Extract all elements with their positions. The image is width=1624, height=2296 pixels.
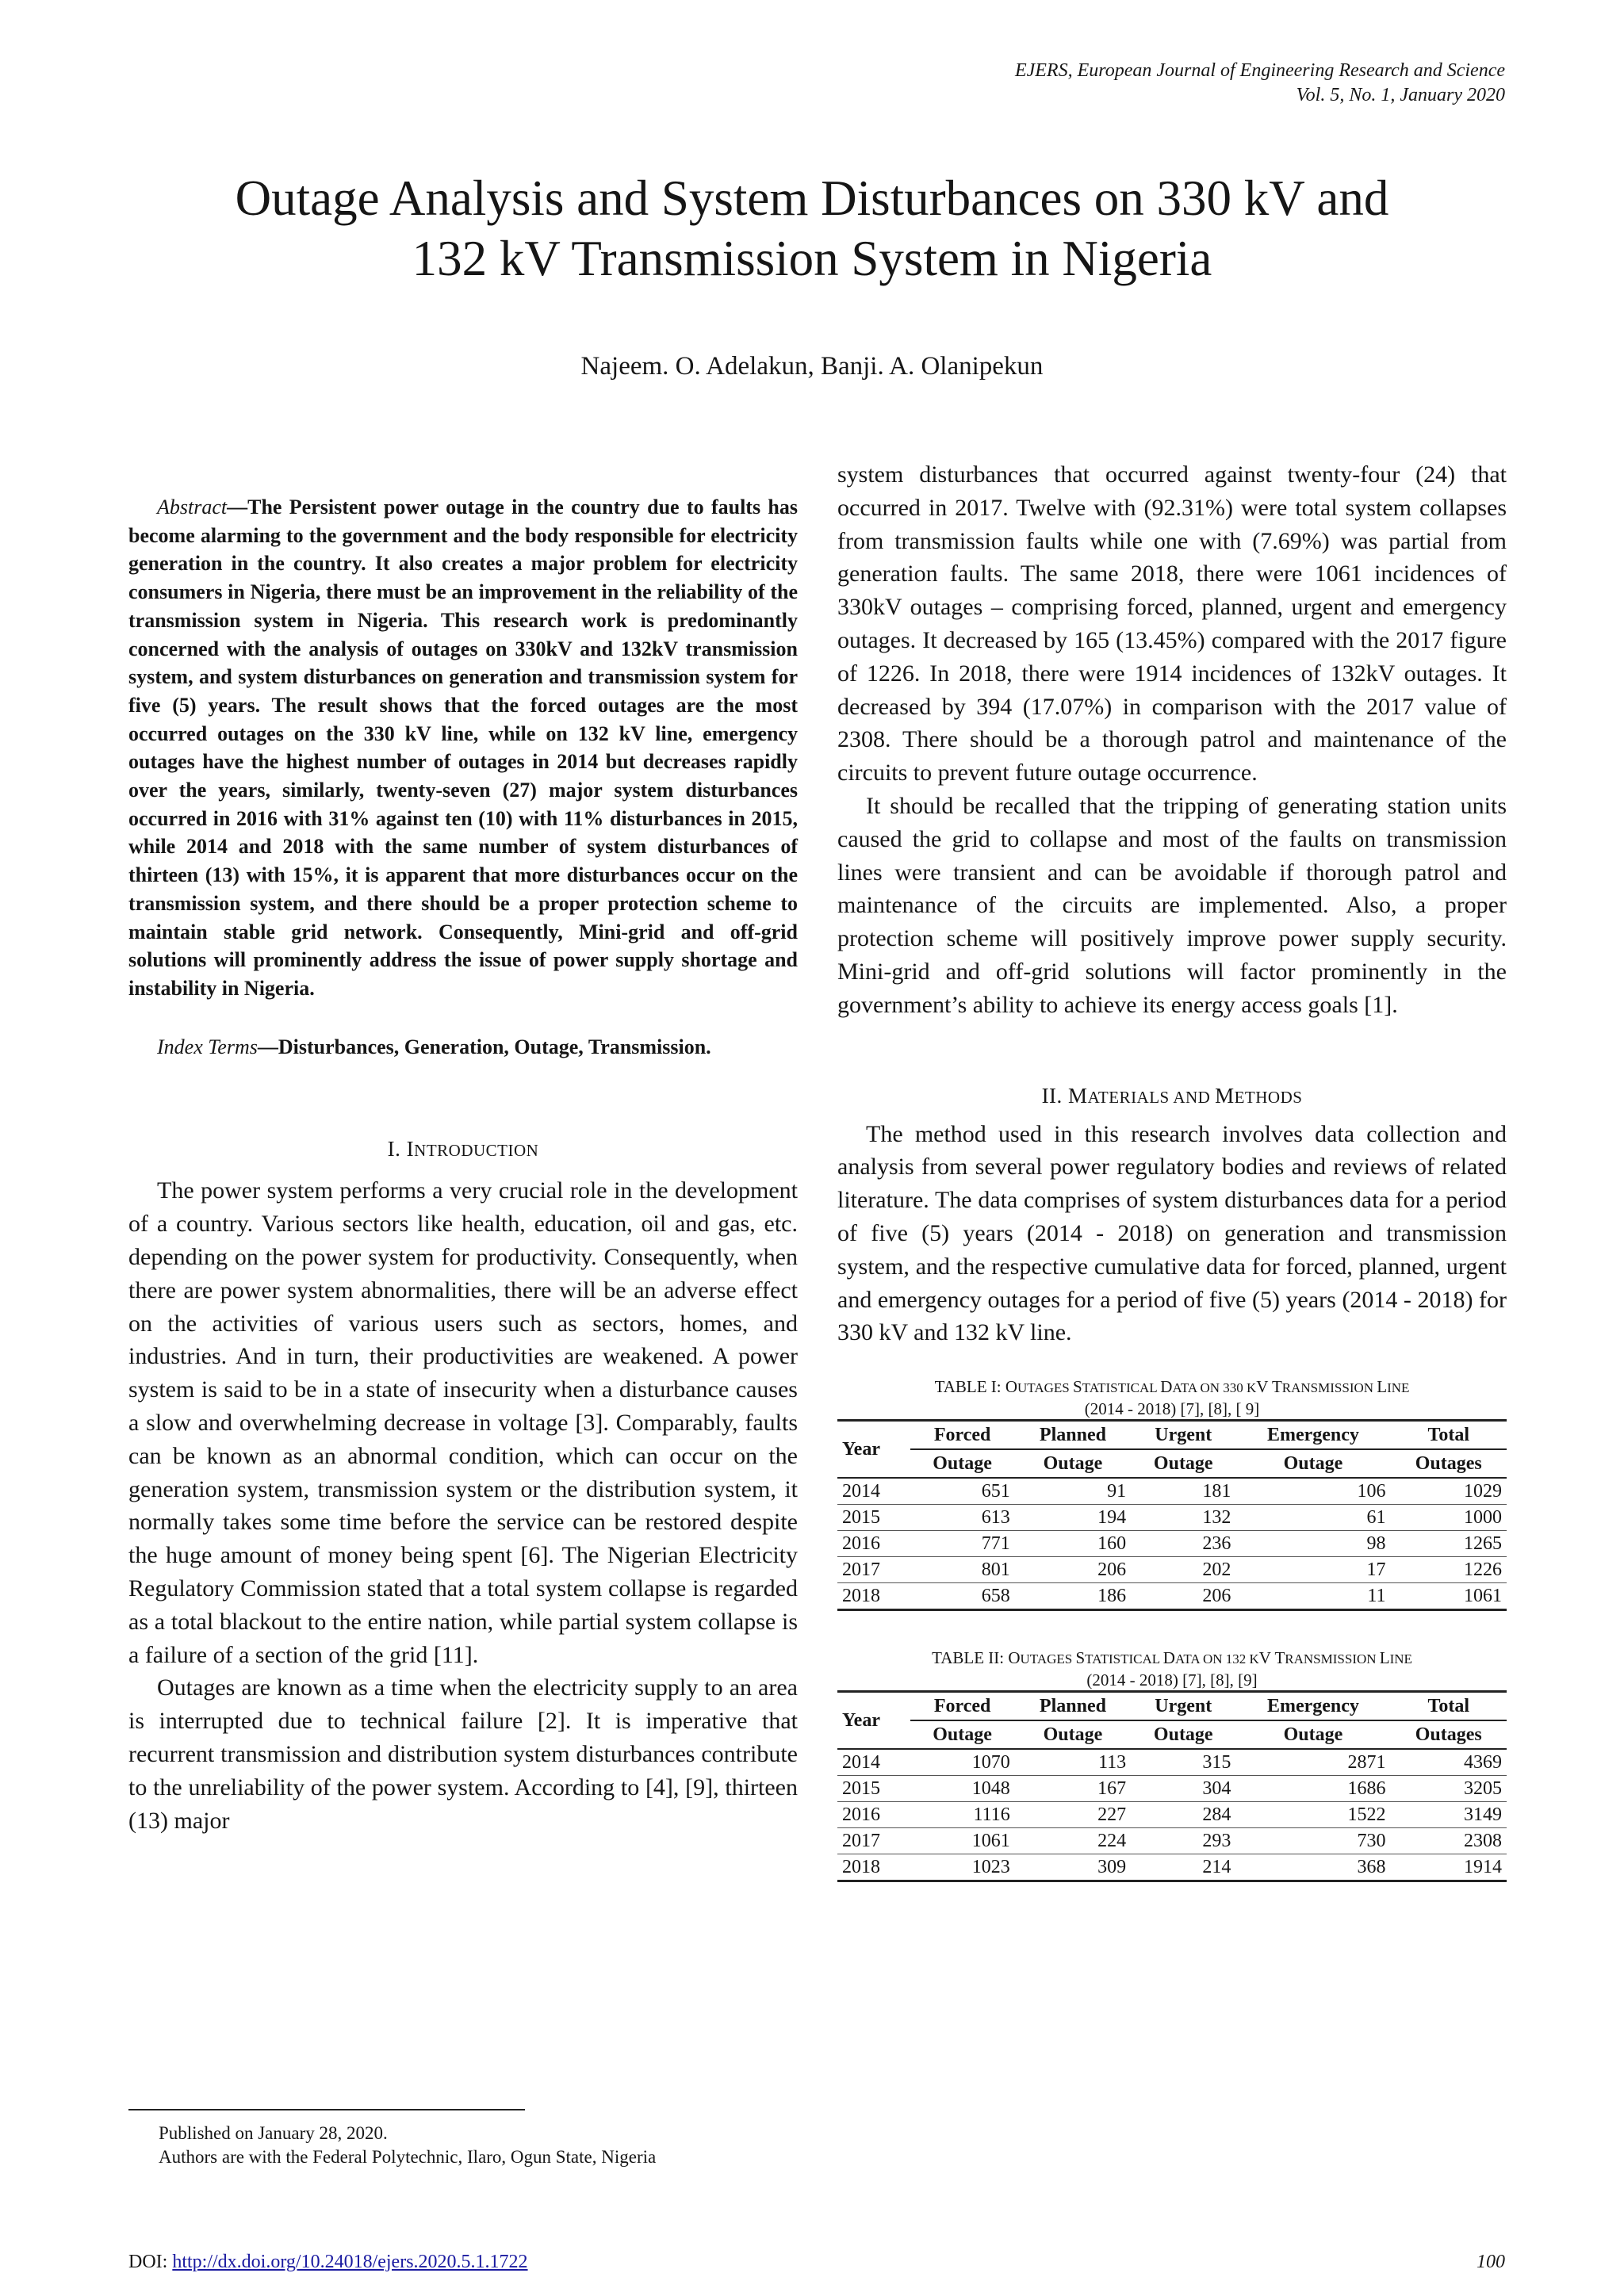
- row-value-cell: 11: [1235, 1583, 1390, 1610]
- table-1-caption: TABLE I: OUTAGES STATISTICAL DATA ON 330 KV TRANSMISSION LINE (2014 - 2018) [7], [8], [ 9]: [934, 1377, 1410, 1419]
- right-paragraph-1: system disturbances that occurred against twenty-four (24) that occurred in 2017. Twelve with (92.31%) were total system collapses from transmission faults while one with (7.69%) was partial from generation faults. The same 2018, there were 1061 incidences of 330kV outages – comprising forced, planned, urgent and emergency outages. It decreased by 165 (13.45%) compared with the 2017 figure of 1226. In 2018, there were 1914 incidences of 132kV outages. It decreased by 394 (17.07%) in comparison with the 2017 value of 2308. There should be a thorough patrol and maintenance of the circuits to prevent future outage occurrence.: [837, 461, 1507, 786]
- table-1-block: [837, 1376, 1507, 1611]
- row-value-cell: 98: [1235, 1531, 1390, 1557]
- abstract-text: The Persistent power outage in the country due to faults has become alarming to the government and the body responsible for electricity generation in the country. It also creates a major problem for electricity consumers in Nigeria, there must be an improvement in the reliability of the transmission system in Nigeria. This research work is predominantly concerned with the analysis of outages on 330kV and 132kV transmission system, and system disturbances on generation and transmission system for five (5) years. The result shows that the forced outages are the most occurred outages on the 330 kV line, while on 132 kV line, emergency outages have the highest number of outages in 2014 but decreases rapidly over the years, similarly, twenty-seven (27) major system disturbances occurred in 2016 with 31% against ten (10) with 11% disturbances in 2015, while 2014 and 2018 with the same number of system disturbances of thirteen (13) with 15%, it is apparent that more disturbances occur on the transmission system, and there should be a proper protection scheme to maintain stable grid network. Consequently, Mini-grid and off-grid solutions will prominently address the issue of power supply shortage and instability in Nigeria.: [128, 496, 798, 1000]
- row-value-cell: 293: [1131, 1828, 1235, 1854]
- row-value-cell: 613: [910, 1505, 1015, 1531]
- footnote-published: Published on January 28, 2020.: [159, 2123, 388, 2143]
- row-value-cell: 236: [1131, 1531, 1235, 1557]
- index-terms-text: —Disturbances, Generation, Outage, Transmission.: [257, 1035, 711, 1058]
- table-2-block: [837, 1647, 1507, 1882]
- table-row: [837, 1505, 1507, 1531]
- doi-link[interactable]: http://dx.doi.org/10.24018/ejers.2020.5.1.1722: [172, 2252, 528, 2272]
- row-value-cell: 206: [1015, 1557, 1131, 1583]
- title-line-2: 132 kV Transmission System in Nigeria: [412, 231, 1212, 286]
- row-value-cell: 224: [1015, 1828, 1131, 1854]
- section-rest: ETHODS: [1234, 1087, 1303, 1107]
- subheader: Outage: [910, 1720, 1015, 1749]
- footnote-affiliation: Authors are with the Federal Polytechnic, Ilaro, Ogun State, Nigeria: [159, 2147, 657, 2167]
- row-value-cell: 1048: [910, 1776, 1015, 1802]
- section-cap: M: [1068, 1083, 1088, 1108]
- table-row: [837, 1749, 1507, 1776]
- header-planned: Planned: [1015, 1692, 1131, 1721]
- abstract-dash: —: [227, 496, 248, 519]
- header-year: Year: [837, 1421, 910, 1479]
- row-value-cell: 214: [1131, 1854, 1235, 1881]
- row-value-cell: 658: [910, 1583, 1015, 1610]
- row-value-cell: 1061: [1391, 1583, 1507, 1610]
- row-year-cell: 2018: [837, 1854, 910, 1881]
- section-number: I.: [387, 1137, 407, 1161]
- row-value-cell: 194: [1015, 1505, 1131, 1531]
- row-value-cell: 3149: [1391, 1802, 1507, 1828]
- row-value-cell: 17: [1235, 1557, 1390, 1583]
- subheader: Outage: [1015, 1449, 1131, 1478]
- header-urgent: Urgent: [1131, 1421, 1235, 1450]
- row-value-cell: 284: [1131, 1802, 1235, 1828]
- row-value-cell: 2871: [1235, 1749, 1390, 1776]
- row-year-cell: 2015: [837, 1776, 910, 1802]
- subheader: Outage: [1131, 1449, 1235, 1478]
- row-value-cell: 1029: [1391, 1478, 1507, 1505]
- section-number: II.: [1041, 1083, 1069, 1108]
- row-value-cell: 651: [910, 1478, 1015, 1505]
- header-total: Total: [1391, 1692, 1507, 1721]
- doi-footer: [128, 2252, 528, 2273]
- row-value-cell: 206: [1131, 1583, 1235, 1610]
- methods-paragraph-1: The method used in this research involves data collection and analysis from several power regulatory bodies and reviews of related literature. The data comprises of system disturbances data for a period of five (5) years (2014 - 2018) on generation and transmission system, and the respective cumulative data for forced, planned, urgent and emergency outages for a period of five (5) years (2014 - 2018) for 330 kV and 132 kV line.: [837, 1120, 1507, 1346]
- header-emergency: Emergency: [1235, 1692, 1390, 1721]
- authors: Najeem. O. Adelakun, Banji. A. Olanipekun: [580, 352, 1044, 381]
- footnote-divider: [128, 2109, 525, 2110]
- right-column: [837, 458, 1507, 1882]
- row-year-cell: 2014: [837, 1478, 910, 1505]
- section-cap: M: [1215, 1083, 1235, 1108]
- row-value-cell: 1226: [1391, 1557, 1507, 1583]
- journal-name: EJERS, European Journal of Engineering Research and Science: [1014, 60, 1505, 81]
- row-value-cell: 771: [910, 1531, 1015, 1557]
- table-1: [837, 1419, 1507, 1611]
- abstract-label: Abstract: [157, 496, 228, 519]
- table-2-body: [837, 1749, 1507, 1881]
- section-cap: I: [406, 1137, 415, 1161]
- journal-issue: Vol. 5, No. 1, January 2020: [1296, 85, 1505, 105]
- row-value-cell: 1000: [1391, 1505, 1507, 1531]
- index-terms: [128, 1033, 798, 1062]
- row-value-cell: 167: [1015, 1776, 1131, 1802]
- section-rest: ATERIALS AND: [1087, 1087, 1216, 1107]
- row-value-cell: 4369: [1391, 1749, 1507, 1776]
- intro-paragraph-2: Outages are known as a time when the electricity supply to an area is interrupted due to technical failure [2]. It is imperative that recurrent transmission and distribution system disturbances contribute to the unreliability of the power system. According to [4], [9], thirteen (13) major: [128, 1674, 798, 1834]
- header-total: Total: [1391, 1421, 1507, 1450]
- paper-title: [119, 168, 1505, 289]
- header-planned: Planned: [1015, 1421, 1131, 1450]
- section-heading-methods: [837, 1084, 1507, 1108]
- section-heading-introduction: [128, 1137, 798, 1161]
- row-value-cell: 315: [1131, 1749, 1235, 1776]
- left-column: [128, 493, 798, 1837]
- subheader: Outage: [1235, 1449, 1390, 1478]
- table-2-caption: TABLE II: OUTAGES STATISTICAL DATA ON 132 KV TRANSMISSION LINE (2014 - 2018) [7], [8], [9]: [932, 1648, 1412, 1690]
- row-year-cell: 2016: [837, 1802, 910, 1828]
- row-value-cell: 304: [1131, 1776, 1235, 1802]
- row-value-cell: 91: [1015, 1478, 1131, 1505]
- row-value-cell: 1061: [910, 1828, 1015, 1854]
- table-2: [837, 1690, 1507, 1882]
- row-year-cell: 2015: [837, 1505, 910, 1531]
- row-value-cell: 1522: [1235, 1802, 1390, 1828]
- row-value-cell: 730: [1235, 1828, 1390, 1854]
- row-year-cell: 2017: [837, 1557, 910, 1583]
- row-value-cell: 368: [1235, 1854, 1390, 1881]
- table-row: [837, 1776, 1507, 1802]
- right-paragraph-2: It should be recalled that the tripping of generating station units caused the grid to collapse and most of the faults on transmission lines were transient and can be avoidable if thorough patrol and maintenance of the circuits are implemented. Also, a proper protection scheme will positively improve power supply security. Mini-grid and off-grid solutions will factor prominently in the government’s ability to achieve its energy access goals [1].: [837, 792, 1507, 1018]
- header-forced: Forced: [910, 1421, 1015, 1450]
- table-row: [837, 1854, 1507, 1881]
- row-year-cell: 2018: [837, 1583, 910, 1610]
- row-value-cell: 113: [1015, 1749, 1131, 1776]
- row-value-cell: 61: [1235, 1505, 1390, 1531]
- page-number: 100: [1477, 2252, 1505, 2272]
- row-value-cell: 1686: [1235, 1776, 1390, 1802]
- row-value-cell: 181: [1131, 1478, 1235, 1505]
- subheader: Outage: [910, 1449, 1015, 1478]
- table-row: [837, 1478, 1507, 1505]
- subheader-total: Outages: [1391, 1720, 1507, 1749]
- row-value-cell: 3205: [1391, 1776, 1507, 1802]
- row-value-cell: 1265: [1391, 1531, 1507, 1557]
- footnote: [159, 2122, 656, 2169]
- header-emergency: Emergency: [1235, 1421, 1390, 1450]
- row-value-cell: 801: [910, 1557, 1015, 1583]
- row-value-cell: 160: [1015, 1531, 1131, 1557]
- table-row: [837, 1802, 1507, 1828]
- row-value-cell: 132: [1131, 1505, 1235, 1531]
- row-value-cell: 227: [1015, 1802, 1131, 1828]
- journal-header: [1015, 59, 1505, 108]
- row-value-cell: 1070: [910, 1749, 1015, 1776]
- row-value-cell: 1116: [910, 1802, 1015, 1828]
- abstract: [128, 493, 798, 1003]
- index-terms-label: Index Terms: [157, 1035, 258, 1058]
- row-value-cell: 106: [1235, 1478, 1390, 1505]
- table-row: [837, 1583, 1507, 1610]
- header-forced: Forced: [910, 1692, 1015, 1721]
- row-value-cell: 309: [1015, 1854, 1131, 1881]
- row-value-cell: 202: [1131, 1557, 1235, 1583]
- subheader-total: Outages: [1391, 1449, 1507, 1478]
- row-value-cell: 2308: [1391, 1828, 1507, 1854]
- row-value-cell: 1023: [910, 1854, 1015, 1881]
- doi-label: DOI:: [128, 2252, 173, 2272]
- table-row: [837, 1557, 1507, 1583]
- header-urgent: Urgent: [1131, 1692, 1235, 1721]
- row-value-cell: 1914: [1391, 1854, 1507, 1881]
- subheader: Outage: [1131, 1720, 1235, 1749]
- subheader: Outage: [1015, 1720, 1131, 1749]
- table-1-body: [837, 1478, 1507, 1610]
- row-year-cell: 2014: [837, 1749, 910, 1776]
- table-row: [837, 1531, 1507, 1557]
- row-year-cell: 2017: [837, 1828, 910, 1854]
- row-value-cell: 186: [1015, 1583, 1131, 1610]
- section-rest: NTRODUCTION: [414, 1141, 539, 1161]
- row-year-cell: 2016: [837, 1531, 910, 1557]
- title-line-1: Outage Analysis and System Disturbances on 330 kV and: [235, 170, 1389, 226]
- intro-paragraph-1: The power system performs a very crucial role in the development of a country. Various sectors like health, education, oil and gas, etc. depending on the power system for productivity. Consequently, when there are power system abnormalities, there will be an adverse effect on the activities of various users such as sectors, homes, and industries. And in turn, their productivities are weakened. A power system is said to be in a state of insecurity when a disturbance causes a slow and overwhelming decrease in voltage [3]. Comparably, faults can be known as an abnormal condition, which can occur on the generation system, transmission system or the distribution system, it normally takes some time before the service can be restored despite the huge amount of money being spent [6]. The Nigerian Electricity Regulatory Commission stated that a total system collapse is regarded as a total blackout to the entire nation, while partial system collapse is a failure of a section of the grid [11].: [128, 1177, 798, 1668]
- header-year: Year: [837, 1692, 910, 1750]
- subheader: Outage: [1235, 1720, 1390, 1749]
- table-row: [837, 1828, 1507, 1854]
